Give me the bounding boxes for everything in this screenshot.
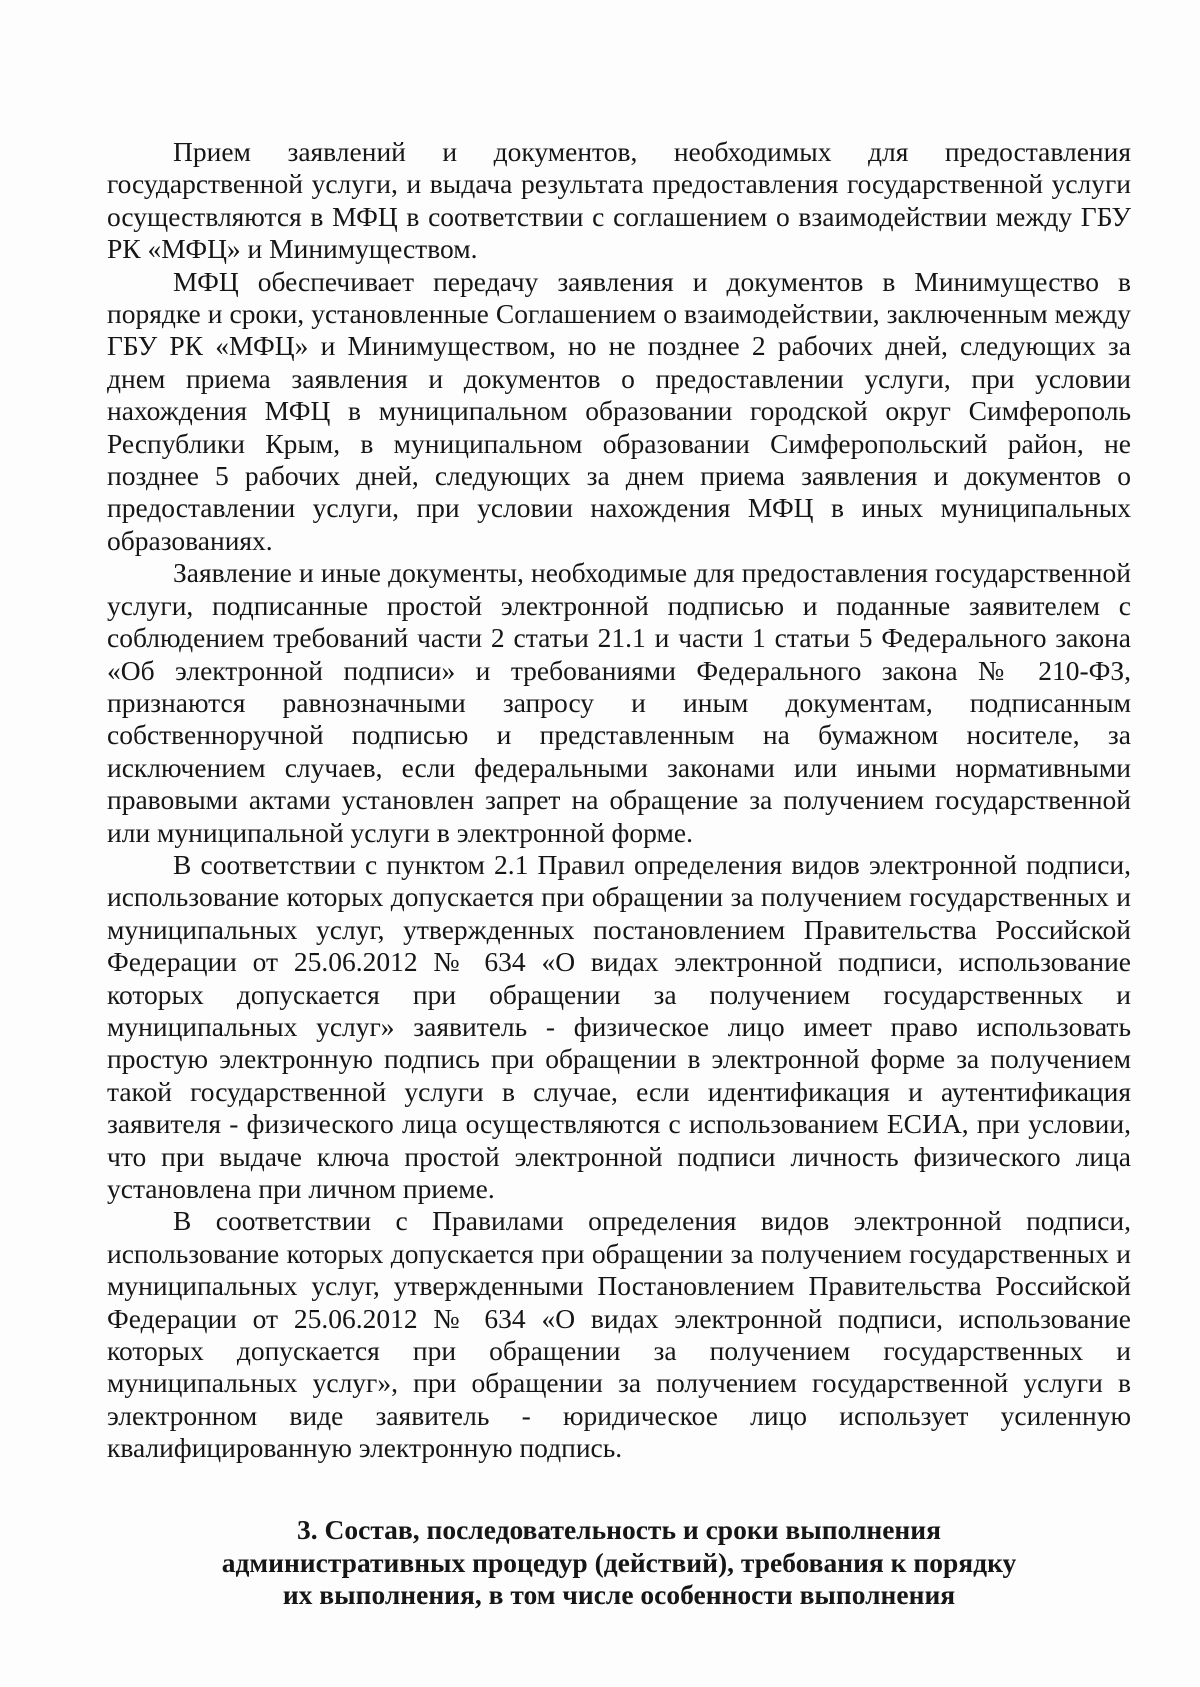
paragraph-mfc-document-reception: Прием заявлений и документов, необходимых для предоставления государственной услуги, и выдача результата предоставления государственной услуги осуществляются в МФЦ в соответствии с соглашением о взаимодействии между ГБУ РК «МФЦ» и Минимуществом. [107,136,1131,265]
heading-line: административных процедур (действий), требования к порядку [221,1546,1017,1578]
paragraph-individual-applicant-signature: В соответствии с пунктом 2.1 Правил определения видов электронной подписи, использование которых допускается при обращении за получением государственных и муниципальных услуг, утвержденных постановлением Правительства Российской Федерации от 25.06.2012 № 634 «О видах электронной подписи, использование которых допускается при обращении за получением государственных и муниципальных услуг» заявитель - физическое лицо имеет право использовать простую электронную подпись при обращении в электронной форме за получением такой государственной услуги в случае, если идентификация и аутентификация заявителя - физического лица осуществляются с использованием ЕСИА, при условии, что при выдаче ключа простой электронной подписи личность физического лица установлена при личном приеме. [107,848,1131,1204]
section-3-heading [107,1514,1131,1612]
paragraph-legal-entity-signature: В соответствии с Правилами определения видов электронной подписи, использование которых допускается при обращении за получением государственных и муниципальных услуг, утвержденными Постановлением Правительства Российской Федерации от 25.06.2012 № 634 «О видах электронной подписи, использование которых допускается при обращении за получением государственных и муниципальных услуг», при обращении за получением государственной услуги в электронном виде заявитель - юридическое лицо использует усиленную квалифицированную электронную подпись. [107,1205,1131,1464]
document-body [107,136,1131,1465]
paragraph-simple-electronic-signature: Заявление и иные документы, необходимые для предоставления государственной услуги, подписанные простой электронной подписью и поданные заявителем с соблюдением требований части 2 статьи 21.1 и части 1 статьи 5 Федерального закона «Об электронной подписи» и требованиями Федерального закона № 210-ФЗ, признаются равнозначными запросу и иным документам, подписанным собственноручной подписью и представленным на бумажном носителе, за исключением случаев, если федеральными законами или иными нормативными правовыми актами установлен запрет на обращение за получением государственной или муниципальной услуги в электронной форме. [107,557,1131,848]
heading-line: их выполнения, в том числе особенности выполнения [282,1579,956,1610]
paragraph-mfc-transfer-deadlines: МФЦ обеспечивает передачу заявления и документов в Минимущество в порядке и сроки, установленные Соглашением о взаимодействии, заключенным между ГБУ РК «МФЦ» и Минимуществом, но не позднее 2 рабочих дней, следующих за днем приема заявления и документов о предоставлении услуги, при условии нахождения МФЦ в муниципальном образовании городской округ Симферополь Республики Крым, в муниципальном образовании Симферопольский район, не позднее 5 рабочих дней, следующих за днем приема заявления и документов о предоставлении услуги, при условии нахождения МФЦ в иных муниципальных образованиях. [107,265,1131,556]
heading-line: 3. Состав, последовательность и сроки выполнения [297,1514,941,1545]
